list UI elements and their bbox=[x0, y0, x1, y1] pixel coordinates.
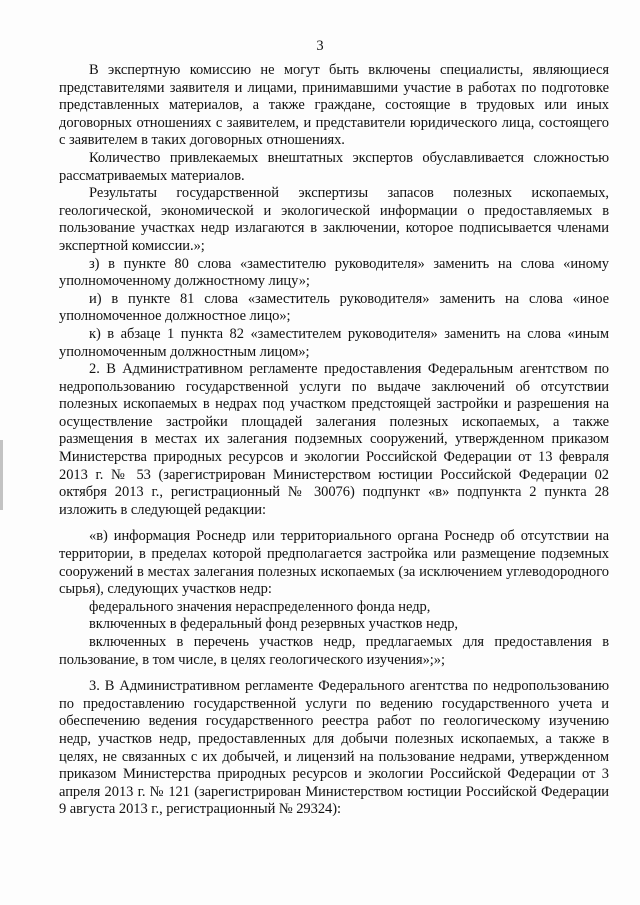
document-body bbox=[59, 62, 609, 819]
scan-edge-mark bbox=[0, 440, 3, 510]
paragraph-commission-restrictions: В экспертную комиссию не могут быть включены специалисты, являющиеся представителями заявителя и лицами, принимавшими участие в работах по подготовке представленных материалов, а также граждане, состоящие в трудовых или иных договорных отношениях с заявителем, и представители юридического лица, состоящего с заявителем в таких договорных отношениях. bbox=[59, 62, 609, 149]
paragraph-item-z: з) в пункте 80 слова «заместителю руководителя» заменить на слова «иному уполномоченному должностному лицу»; bbox=[59, 255, 609, 290]
paragraph-item-v: «в) информация Роснедр или территориального органа Роснедр об отсутствии на территории, в пределах которой предполагается застройка или размещение подземных сооружений в местах залегания полезных ископаемых (за исключением углеводородного сырья), следующих участков недр: bbox=[59, 528, 609, 598]
list-item-reserve: включенных в федеральный фонд резервных участков недр, bbox=[89, 616, 458, 633]
list-item-federal: федерального значения нераспределенного фонда недр, bbox=[89, 598, 431, 615]
paragraph-item-k: к) в абзаце 1 пункта 82 «заместителем руководителя» заменить на слова «иным уполномоченным должностным лицом»; bbox=[59, 325, 609, 360]
paragraph-section-3: 3. В Административном регламенте Федерального агентства по недропользованию по предоставлению государственной услуги по ведению государственного учета и обеспечению ведения государственного реестра работ по геологическому изучению недр, участков недр, предоставленных для добычи полезных ископаемых, а также в целях, не связанных с их добычей, и лицензий на пользование недрами, утвержденном приказом Министерства природных ресурсов и экологии Российской Федерации от 3 апреля 2013 г. № 121 (зарегистрирован Министерством юстиции Российской Федерации 9 августа 2013 г., регистрационный № 29324): bbox=[59, 678, 609, 818]
paragraph-expert-count: Количество привлекаемых внештатных экспертов обуславливается сложностью рассматриваемых материалов. bbox=[59, 149, 609, 184]
paragraph-section-2: 2. В Административном регламенте предоставления Федеральным агентством по недропользованию государственной услуги по выдаче заключений об отсутствии полезных ископаемых в недрах под участком предстоящей застройки и разрешения на осуществление застройки площадей залегания полезных ископаемых, а также размещения в местах их залегания подземных сооружений, утвержденном приказом Министерства природных ресурсов и экологии Российской Федерации от 13 февраля 2013 г. № 53 (зарегистрирован Министерством юстиции Российской Федерации 02 октября 2013 г., регистрационный № 30076) подпункт «в» подпункта 2 пункта 28 изложить в следующей редакции: bbox=[59, 361, 609, 518]
page-number: 3 bbox=[316, 38, 324, 54]
list-item-perechen: включенных в перечень участков недр, предлагаемых для предоставления в пользование, в том числе, в целях геологического изучения»;»; bbox=[59, 634, 609, 668]
paragraph-item-i: и) в пункте 81 слова «заместитель руководителя» заменить на слова «иное уполномоченное должностное лицо»; bbox=[59, 290, 609, 325]
paragraph-expertise-results: Результаты государственной экспертизы запасов полезных ископаемых, геологической, экономической и экологической информации о предоставляемых в пользование участках недр излагаются в заключении, которое подписывается членами экспертной комиссии.»; bbox=[59, 185, 609, 254]
